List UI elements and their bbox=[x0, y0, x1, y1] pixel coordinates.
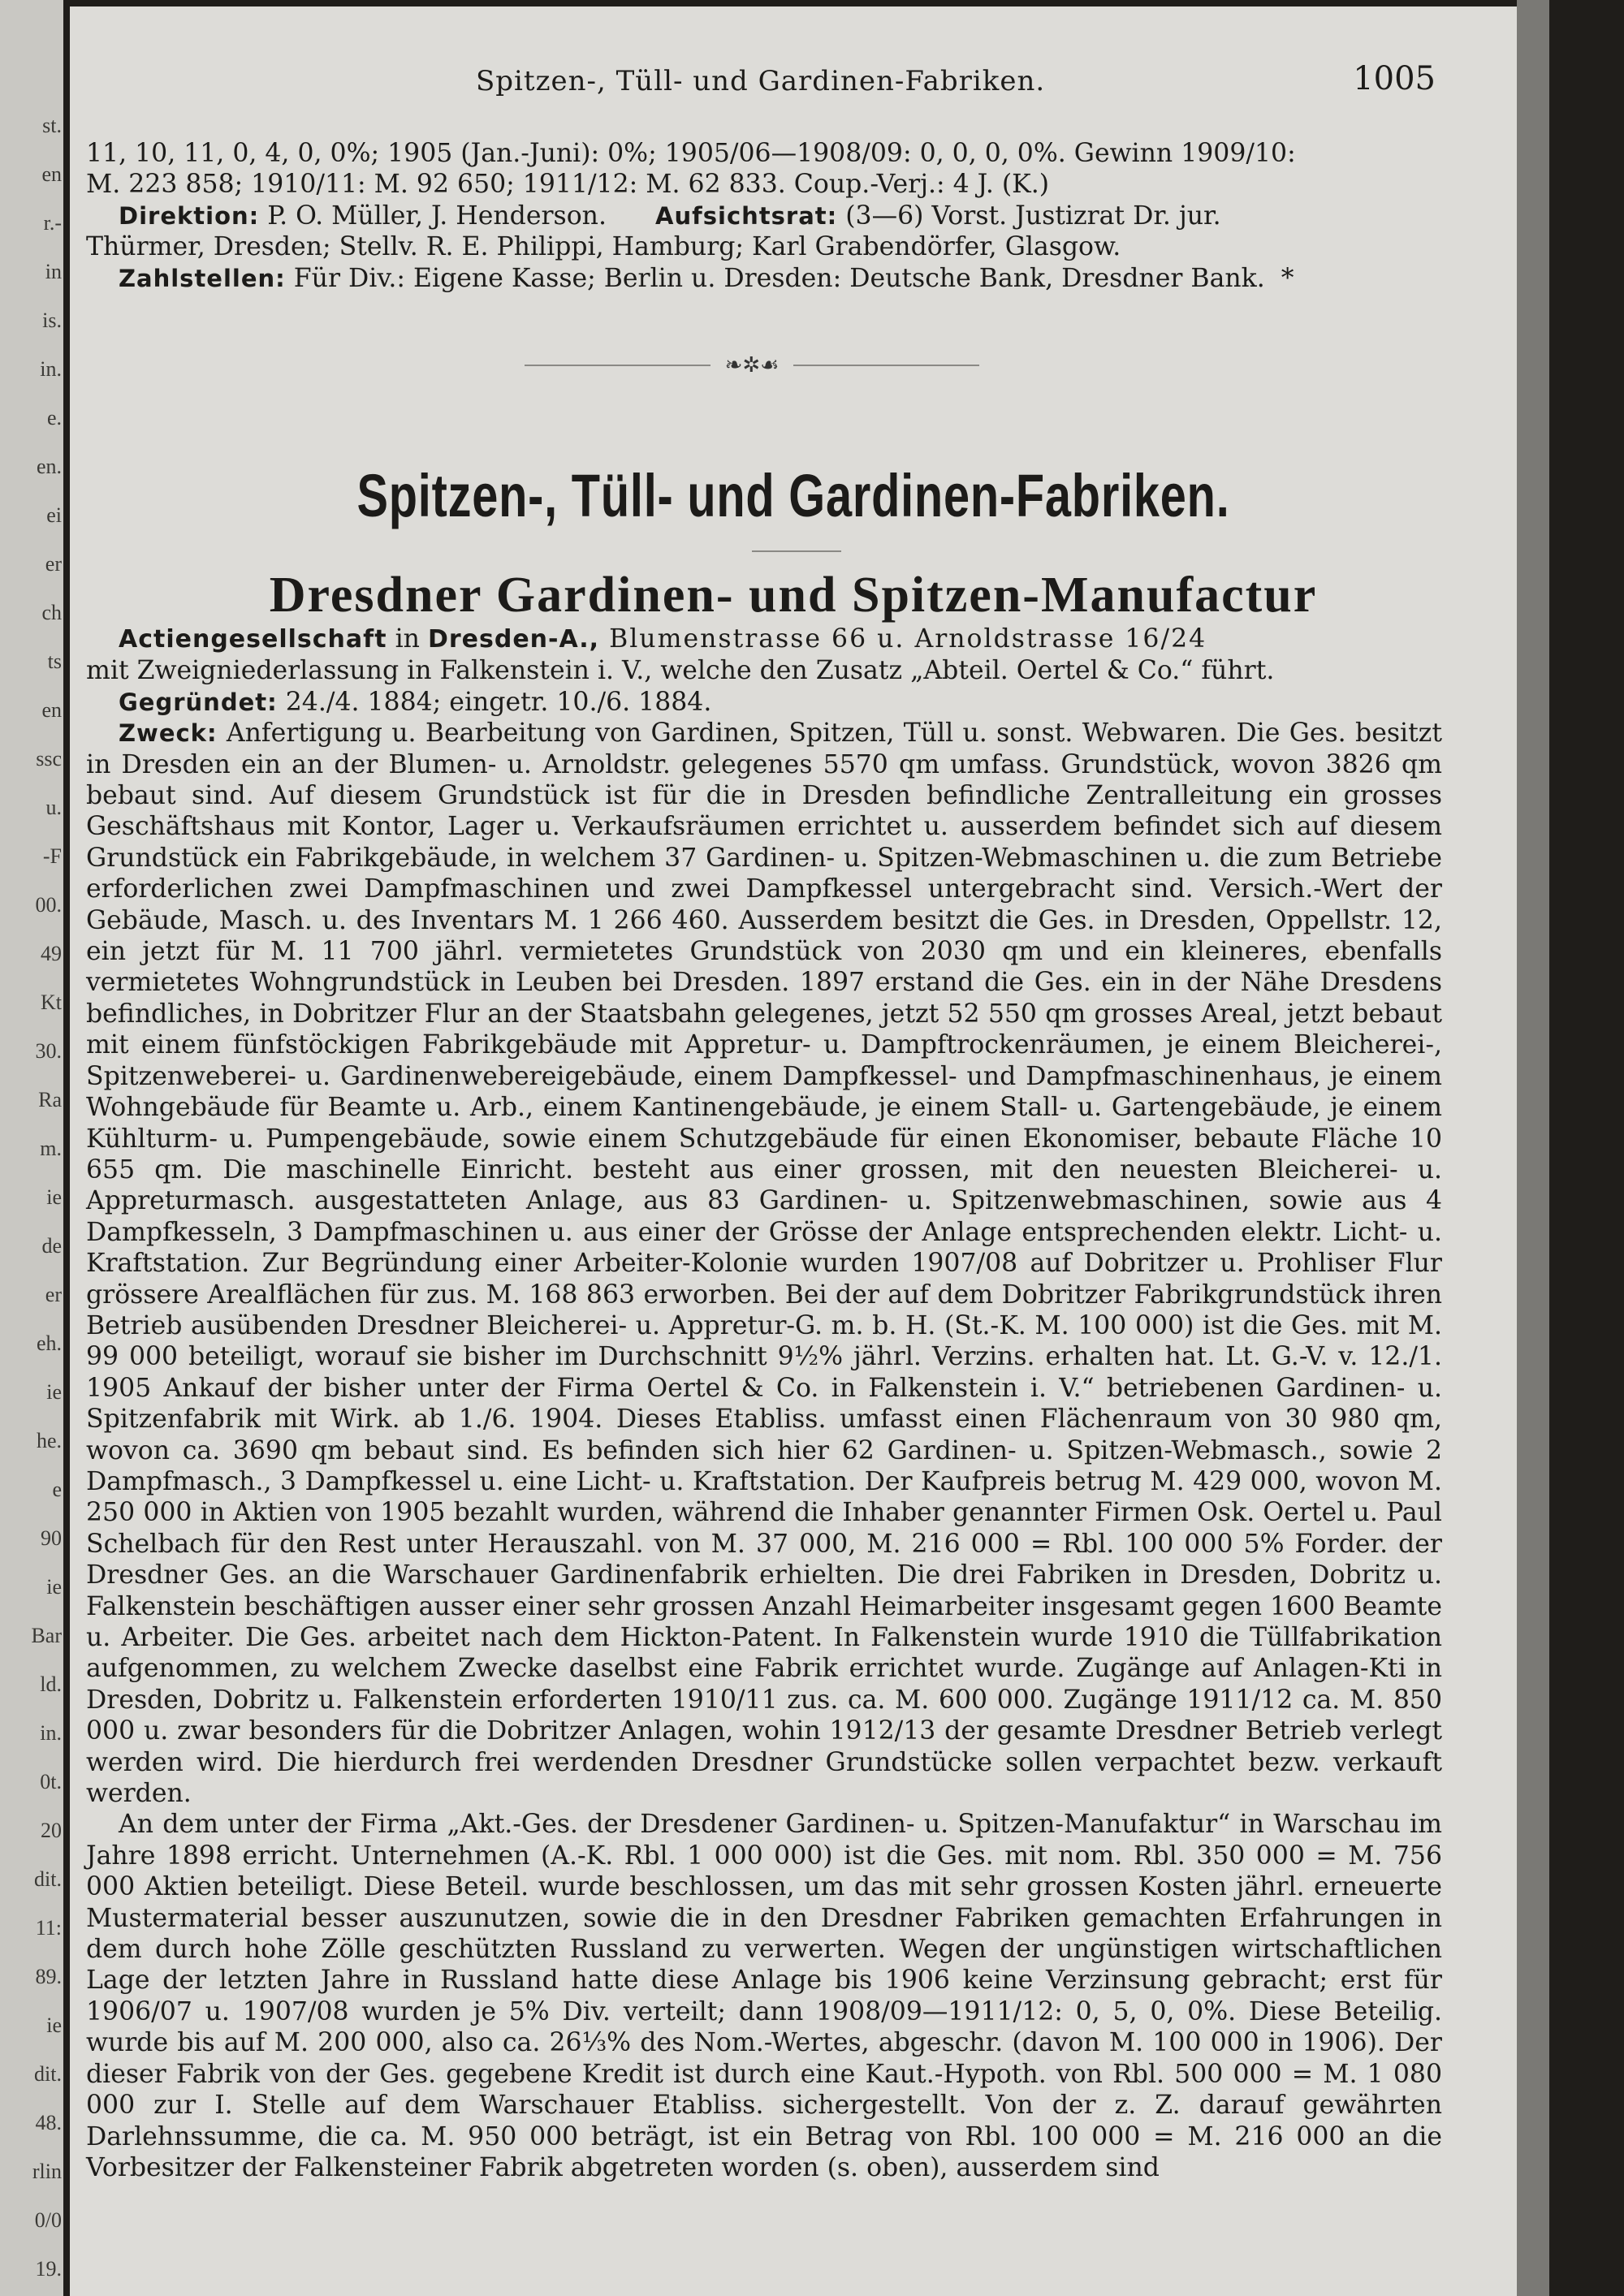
margin-fragment: st. bbox=[42, 114, 62, 137]
warsaw-paragraph: An dem unter der Firma „Akt.-Ges. der Dresdener Gardinen- u. Spitzen-Manufaktur“ in Warschau im Jahre 1898 erricht. Unternehmen (A.-K. Rbl. 1 000 000) ist die Ges. mit nom. Rbl. 350 000 = M. 756 000 Aktien beteiligt. Diese Beteil. wurde beschlossen, um das mit sehr grossen Kosten jährl. erneuerte Mustermaterial besser auszunutzen, sowie die in den Dresdner Fabriken gemachten Erfahrungen in dem durch hohe Zölle geschützten Russland zu verwerten. Wegen der ungünstigen wirtschaftlichen Lage der letzten Jahre in Russland hatte diese Anlage bis 1906 keine Verzinsung gebracht; erst für 1906/07 u. 1907/08 wurden je 5% Div. verteilt; dann 1908/09—1911/12: 0, 5, 0, 0%. Diese Beteilig. wurde bis auf M. 200 000, also ca. 26⅓% des Nom.-Wertes, abgeschr. (davon M. 100 000 in 1906). Der dieser Fabrik von der Ges. gegebene Kredit ist durch eine Kaut.-Hypoth. von Rbl. 500 000 = M. 1 080 000 zur I. Stelle auf dem Warschauer Etabliss. sichergestellt. Von der z. Z. darauf gewährten Darlehnssumme, die ca. M. 950 000 beträgt, ist ein Betrag von Rbl. 100 000 = M. 216 000 an die Vorbesitzer der Falkensteiner Fabrik abgetreten worden (s. oben), ausserdem sind bbox=[86, 1810, 1442, 2182]
margin-fragment: 0t. bbox=[40, 1770, 62, 1793]
margin-fragment: 30. bbox=[35, 1039, 62, 1063]
direktion-label: Direktion: bbox=[119, 201, 260, 230]
section-ornament bbox=[525, 353, 979, 378]
margin-fragment: in. bbox=[40, 1721, 62, 1745]
margin-fragment: er bbox=[45, 1283, 62, 1306]
margin-fragment: ssc bbox=[36, 747, 62, 770]
zahlstellen-text: Für Div.: Eigene Kasse; Berlin u. Dresden: Deutsche Bank, Dresdner Bank. bbox=[285, 263, 1265, 293]
margin-fragment: ie bbox=[46, 1380, 62, 1404]
adjacent-page-margin bbox=[0, 0, 63, 2296]
margin-fragment: r.- bbox=[43, 211, 62, 235]
margin-fragment: 00. bbox=[35, 893, 62, 917]
direktion-text: P. O. Müller, J. Henderson. bbox=[259, 201, 607, 231]
aufsichtsrat-label: Aufsichtsrat: bbox=[655, 201, 838, 230]
margin-fragment: 11: bbox=[35, 1916, 62, 1940]
margin-fragment: in. bbox=[40, 357, 62, 381]
margin-fragment: e bbox=[52, 1478, 62, 1501]
running-title: Spitzen-, Tüll- und Gardinen-Fabriken. bbox=[476, 65, 1046, 97]
margin-fragment: Kt bbox=[41, 990, 62, 1014]
ornament-rule-left bbox=[525, 365, 710, 366]
ornament-rule-right bbox=[793, 365, 979, 366]
margin-fragment: e. bbox=[46, 406, 62, 429]
margin-fragment: ts bbox=[47, 650, 62, 673]
aufsichtsrat-continuation: Thürmer, Dresden; Stellv. R. E. Philippi, Hamburg; Karl Grabendörfer, Glasgow. bbox=[86, 232, 1121, 262]
margin-fragment: 89. bbox=[35, 1965, 62, 1988]
margin-fragment: dit. bbox=[34, 1867, 62, 1891]
margin-fragment: 49 bbox=[41, 942, 62, 965]
page-edge-shadow bbox=[1517, 0, 1549, 2296]
document-page bbox=[70, 6, 1517, 2296]
zweck-text: Anfertigung u. Bearbeitung von Gardinen, Spitzen, Tüll u. sonst. Webwaren. Die Ges. besitzt in Dresden ein an der Blumen- u. Arnoldstr. gelegenes 5570 qm umfass. Grundstück, wovon 3826 qm bebaut sind. Auf diesem Grundstück ist für die in Dresden befindliche Zentralleitung ein grosses Geschäftshaus mit Kontor, Lager u. Verkaufsräumen errichtet u. ausserdem befindet sich auf diesem Grundstück ein Fabrikgebäude, in welchem 37 Gardinen- u. Spitzen-Webmaschinen u. die zum Betriebe erforderlichen zwei Dampfmaschinen und zwei Dampfkessel untergebracht sind. Versich.-Wert der Gebäude, Masch. u. des Inventars M. 1 266 460. Ausserdem besitzt die Ges. in Dresden, Oppellstr. 12, ein jetzt für M. 11 700 jährl. vermietetes Grundstück von 2030 qm und ein kleineres, ebenfalls vermietetes Wohngrundstück in Leuben bei Dresden. 1897 erstand die Ges. ein in der Nähe Dresdens befindliches, in Dobritzer Flur an der Staatsbahn gelegenes, jetzt 52 550 qm grosses Areal, jetzt bebaut mit einem fünfstöckigen Fabrikgebäude mit Appretur- u. Dampftrockenräumen, je einem Bleicherei-, Spitzenweberei- u. Gardinenwebereigebäude, einem Dampfkessel- und Dampfmaschinenhaus, je einem Wohngebäude für Beamte u. Arb., einem Kantinengebäude, je einem Stall- u. Gartengebäude, je einem Kühlturm- u. Pumpengebäude, sowie einem Schutzgebäude für einen Ekonomiser, bebaute Fläche 10 655 qm. Die maschinelle Einricht. besteht aus einer grossen, mit den neuesten Bleicherei- u. Appreturmasch. ausgestatteten Anlage, aus 83 Gardinen- u. Spitzenwebmaschinen, sowie aus 4 Dampfkesseln, 3 Dampfmaschinen u. aus einer der Grösse der Anlage entsprechenden elektr. Licht- u. Kraftstation. Zur Begründung einer Arbeiter-Kolonie wurden 1907/08 auf Dobritzer u. Prohliser Flur grössere Arealflächen für zus. M. 168 863 erworben. Bei der auf dem Dobritzer Fabrikgrundstück ihren Betrieb ausübenden Dresdner Bleicherei- u. Appretur-G. m. b. H. (St.-K. M. 100 000) ist die Ges. mit M. 99 000 beteiligt, worauf sie bisher im Durchschnitt 9½% jährl. Verzins. erhalten hat. Lt. G.-V. v. 12./1. 1905 Ankauf der bisher unter der Firma Oertel & Co. in Falkenstein i. V.“ betriebenen Gardinen- u. Spitzenfabrik mit Wirk. ab 1./6. 1904. Dieses Etabliss. umfasst einen Flächenraum von 30 980 qm, wovon ca. 3690 qm bebaut sind. Es befinden sich hier 62 Gardinen- u. Spitzen-Webmasch., sowie 2 Dampfmasch., 3 Dampfkessel u. eine Licht- u. Kraftstation. Der Kaufpreis betrug M. 429 000, wovon M. 250 000 in Aktien von 1905 bezahlt wurden, während die Inhaber genannter Firmen Osk. Oertel u. Paul Schelbach für den Rest unter Herauszahl. von M. 37 000, M. 216 000 = Rbl. 100 000 5% Forder. der Dresdner Ges. an die Warschauer Gardinenfabrik erhielten. Die drei Fabriken in Dresden, Dobritz u. Falkenstein beschäftigen ausser einer sehr grossen Anzahl Heimarbeiter insgesamt gegen 1600 Beamte u. Arbeiter. Die Ges. arbeitet nach dem Hickton-Patent. In Falkenstein wurde 1910 die Tüllfabrikation aufgenommen, zu welchem Zwecke daselbst eine Fabrik errichtet wurde. Zugänge auf Anlagen-Kti in Dresden, Dobritz u. Falkenstein erforderten 1910/11 zus. ca. M. 600 000. Zugänge 1911/12 ca. M. 850 000 u. zwar besonders für die Dobritzer Anlagen, wohin 1912/13 der gesamte Dresdner Betrieb verlegt werden wird. Die hierdurch frei werdenden Dresdner Grundstücke sollen verpachtet bezw. verkauft werden. bbox=[86, 719, 1442, 1809]
profit-line: M. 223 858; 1910/11: M. 92 650; 1911/12: M. 62 833. Coup.-Verj.: 4 J. (K.) bbox=[86, 170, 1050, 200]
page-number: 1005 bbox=[1353, 60, 1436, 97]
zweck-paragraph bbox=[86, 718, 1442, 1809]
margin-fragment: is. bbox=[42, 309, 62, 332]
margin-fragment: ie bbox=[46, 2013, 62, 2037]
margin-fragment: er bbox=[45, 552, 62, 576]
margin-fragment: en. bbox=[36, 455, 62, 478]
margin-fragment: ie bbox=[46, 1185, 62, 1209]
margin-fragment: ie bbox=[46, 1575, 62, 1599]
margin-fragment: en bbox=[41, 162, 62, 186]
ag-label: Actiengesellschaft bbox=[119, 625, 387, 654]
previous-entry-tail bbox=[86, 138, 1442, 294]
branch-line: mit Zweigniederlassung in Falkenstein i. V., welche den Zusatz „Abteil. Oertel & Co.“ führt. bbox=[86, 656, 1275, 686]
gegruendet-line bbox=[86, 687, 1442, 718]
company-title: Dresdner Gardinen- und Spitzen-Manufactur bbox=[269, 568, 1318, 623]
zahlstellen-label: Zahlstellen: bbox=[119, 264, 286, 292]
section-title: Spitzen-, Tüll- und Gardinen-Fabriken. bbox=[356, 462, 1230, 529]
company-entry bbox=[86, 624, 1442, 2183]
title-rule bbox=[752, 550, 841, 552]
margin-fragment: eh. bbox=[36, 1331, 62, 1355]
dividend-line: 11, 10, 11, 0, 4, 0, 0%; 1905 (Jan.-Juni): 0%; 1905/06—1908/09: 0, 0, 0, 0%. Gewinn 1909/10: bbox=[86, 139, 1296, 168]
company-address: Blumenstrasse 66 u. Arnoldstrasse 16/24 bbox=[599, 624, 1207, 654]
gegruendet-label: Gegründet: bbox=[119, 688, 278, 716]
asterisk-mark: * bbox=[1281, 263, 1294, 293]
margin-fragment: u. bbox=[45, 796, 62, 819]
ag-in: in bbox=[387, 624, 428, 654]
margin-fragment: ld. bbox=[40, 1672, 62, 1696]
margin-fragment: dit. bbox=[34, 2062, 62, 2086]
margin-fragment: he. bbox=[36, 1429, 62, 1452]
margin-fragment: 19. bbox=[35, 2257, 62, 2281]
margin-fragment: rlin bbox=[32, 2160, 62, 2183]
margin-fragment: ch bbox=[41, 601, 62, 624]
direktion-line bbox=[86, 201, 1442, 231]
margin-fragment: ei bbox=[46, 503, 62, 527]
margin-fragment: m. bbox=[40, 1137, 62, 1160]
flourish-icon: ❧✲☙ bbox=[724, 353, 780, 378]
zweck-label: Zweck: bbox=[119, 719, 218, 748]
zahlstellen-line bbox=[86, 263, 1442, 294]
aufsichtsrat-text: (3—6) Vorst. Justizrat Dr. jur. bbox=[837, 201, 1221, 231]
margin-fragment: en bbox=[41, 698, 62, 722]
ag-city: Dresden-A., bbox=[427, 625, 600, 654]
company-address-line bbox=[86, 624, 1442, 655]
margin-fragment: 48. bbox=[35, 2111, 62, 2134]
gegruendet-text: 24./4. 1884; eingetr. 10./6. 1884. bbox=[277, 687, 712, 717]
margin-fragment: Bar bbox=[31, 1624, 62, 1647]
margin-fragment: de bbox=[41, 1234, 62, 1258]
margin-fragment: 90 bbox=[41, 1526, 62, 1550]
margin-fragment: in bbox=[45, 260, 62, 283]
margin-fragment: Ra bbox=[38, 1088, 62, 1111]
margin-fragment: 20 bbox=[41, 1819, 62, 1842]
margin-fragment: 0/0 bbox=[34, 2208, 62, 2232]
running-head bbox=[70, 60, 1517, 106]
margin-fragment: -F bbox=[42, 844, 62, 868]
